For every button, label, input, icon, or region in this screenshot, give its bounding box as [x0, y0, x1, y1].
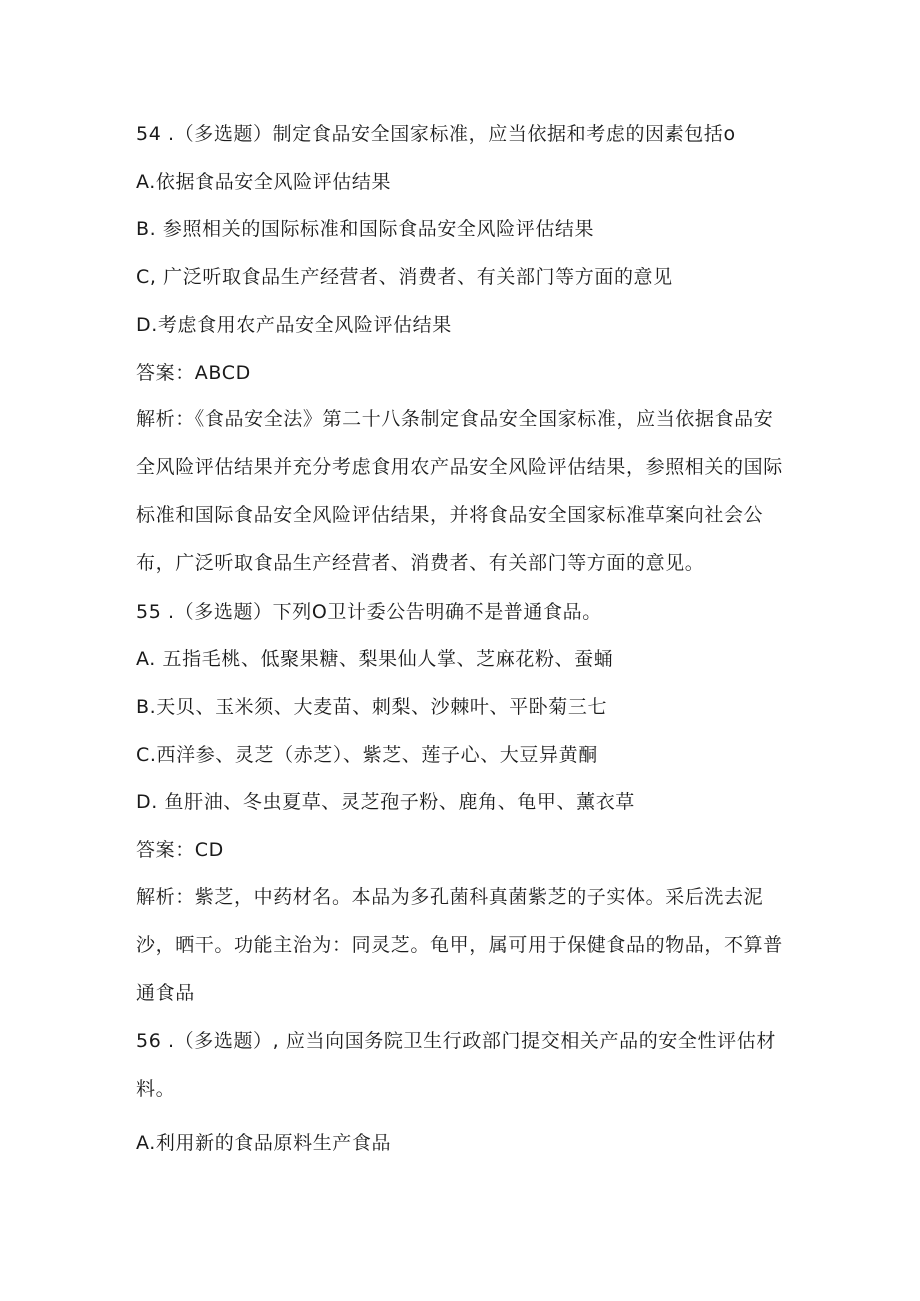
q56-option-a: A.利用新的食品原料生产食品: [136, 1132, 392, 1154]
question-55-text: 55 .（多选题）下列O卫计委公告明确不是普通食品。: [136, 601, 602, 623]
q55-option-d: D. 鱼肝油、冬虫夏草、灵芝孢子粉、鹿角、龟甲、薰衣草: [136, 791, 635, 813]
q54-option-a: A.依据食品安全风险评估结果: [136, 171, 392, 193]
q55-answer: 答案：CD: [136, 839, 224, 861]
q55-option-a: A. 五指毛桃、低聚果糖、梨果仙人掌、芝麻花粉、蚕蛹: [136, 648, 614, 670]
question-54-text: 54 .（多选题）制定食品安全国家标准，应当依据和考虑的因素包括o: [136, 123, 736, 145]
q54-answer: 答案：ABCD: [136, 362, 251, 384]
q54-option-b: B. 参照相关的国际标准和国际食品安全风险评估结果: [136, 218, 595, 240]
q55-option-c: C.西洋参、灵芝（赤芝）、紫芝、莲子心、大豆异黄酮: [136, 744, 598, 766]
q54-option-c: C, 广泛听取食品生产经营者、消费者、有关部门等方面的意见: [136, 266, 673, 288]
q54-analysis: 解析：《食品安全法》第二十八条制定食品安全国家标准，应当依据食品安全风险评估结果并充分考虑食用农产品安全风险评估结果，参照相关的国际标准和国际食品安全风险评估结果，并将食品安全国家标准草案向社会公布，广泛听取食品生产经营者、消费者、有关部门等方面的意见。: [136, 408, 783, 574]
q55-analysis: 解析：紫芝，中药材名。本品为多孔菌科真菌紫芝的子实体。采后洗去泥沙，晒干。功能主治为：同灵芝。龟甲，属可用于保健食品的物品，不算普通食品: [136, 886, 783, 1004]
q55-option-b: B.天贝、玉米须、大麦苗、刺梨、沙棘叶、平卧菊三七: [136, 696, 608, 718]
question-56-text: 56 .（多选题）, 应当向国务院卫生行政部门提交相关产品的安全性评估材料。: [136, 1030, 776, 1100]
q54-option-d: D.考虑食用农产品安全风险评估结果: [136, 314, 452, 336]
